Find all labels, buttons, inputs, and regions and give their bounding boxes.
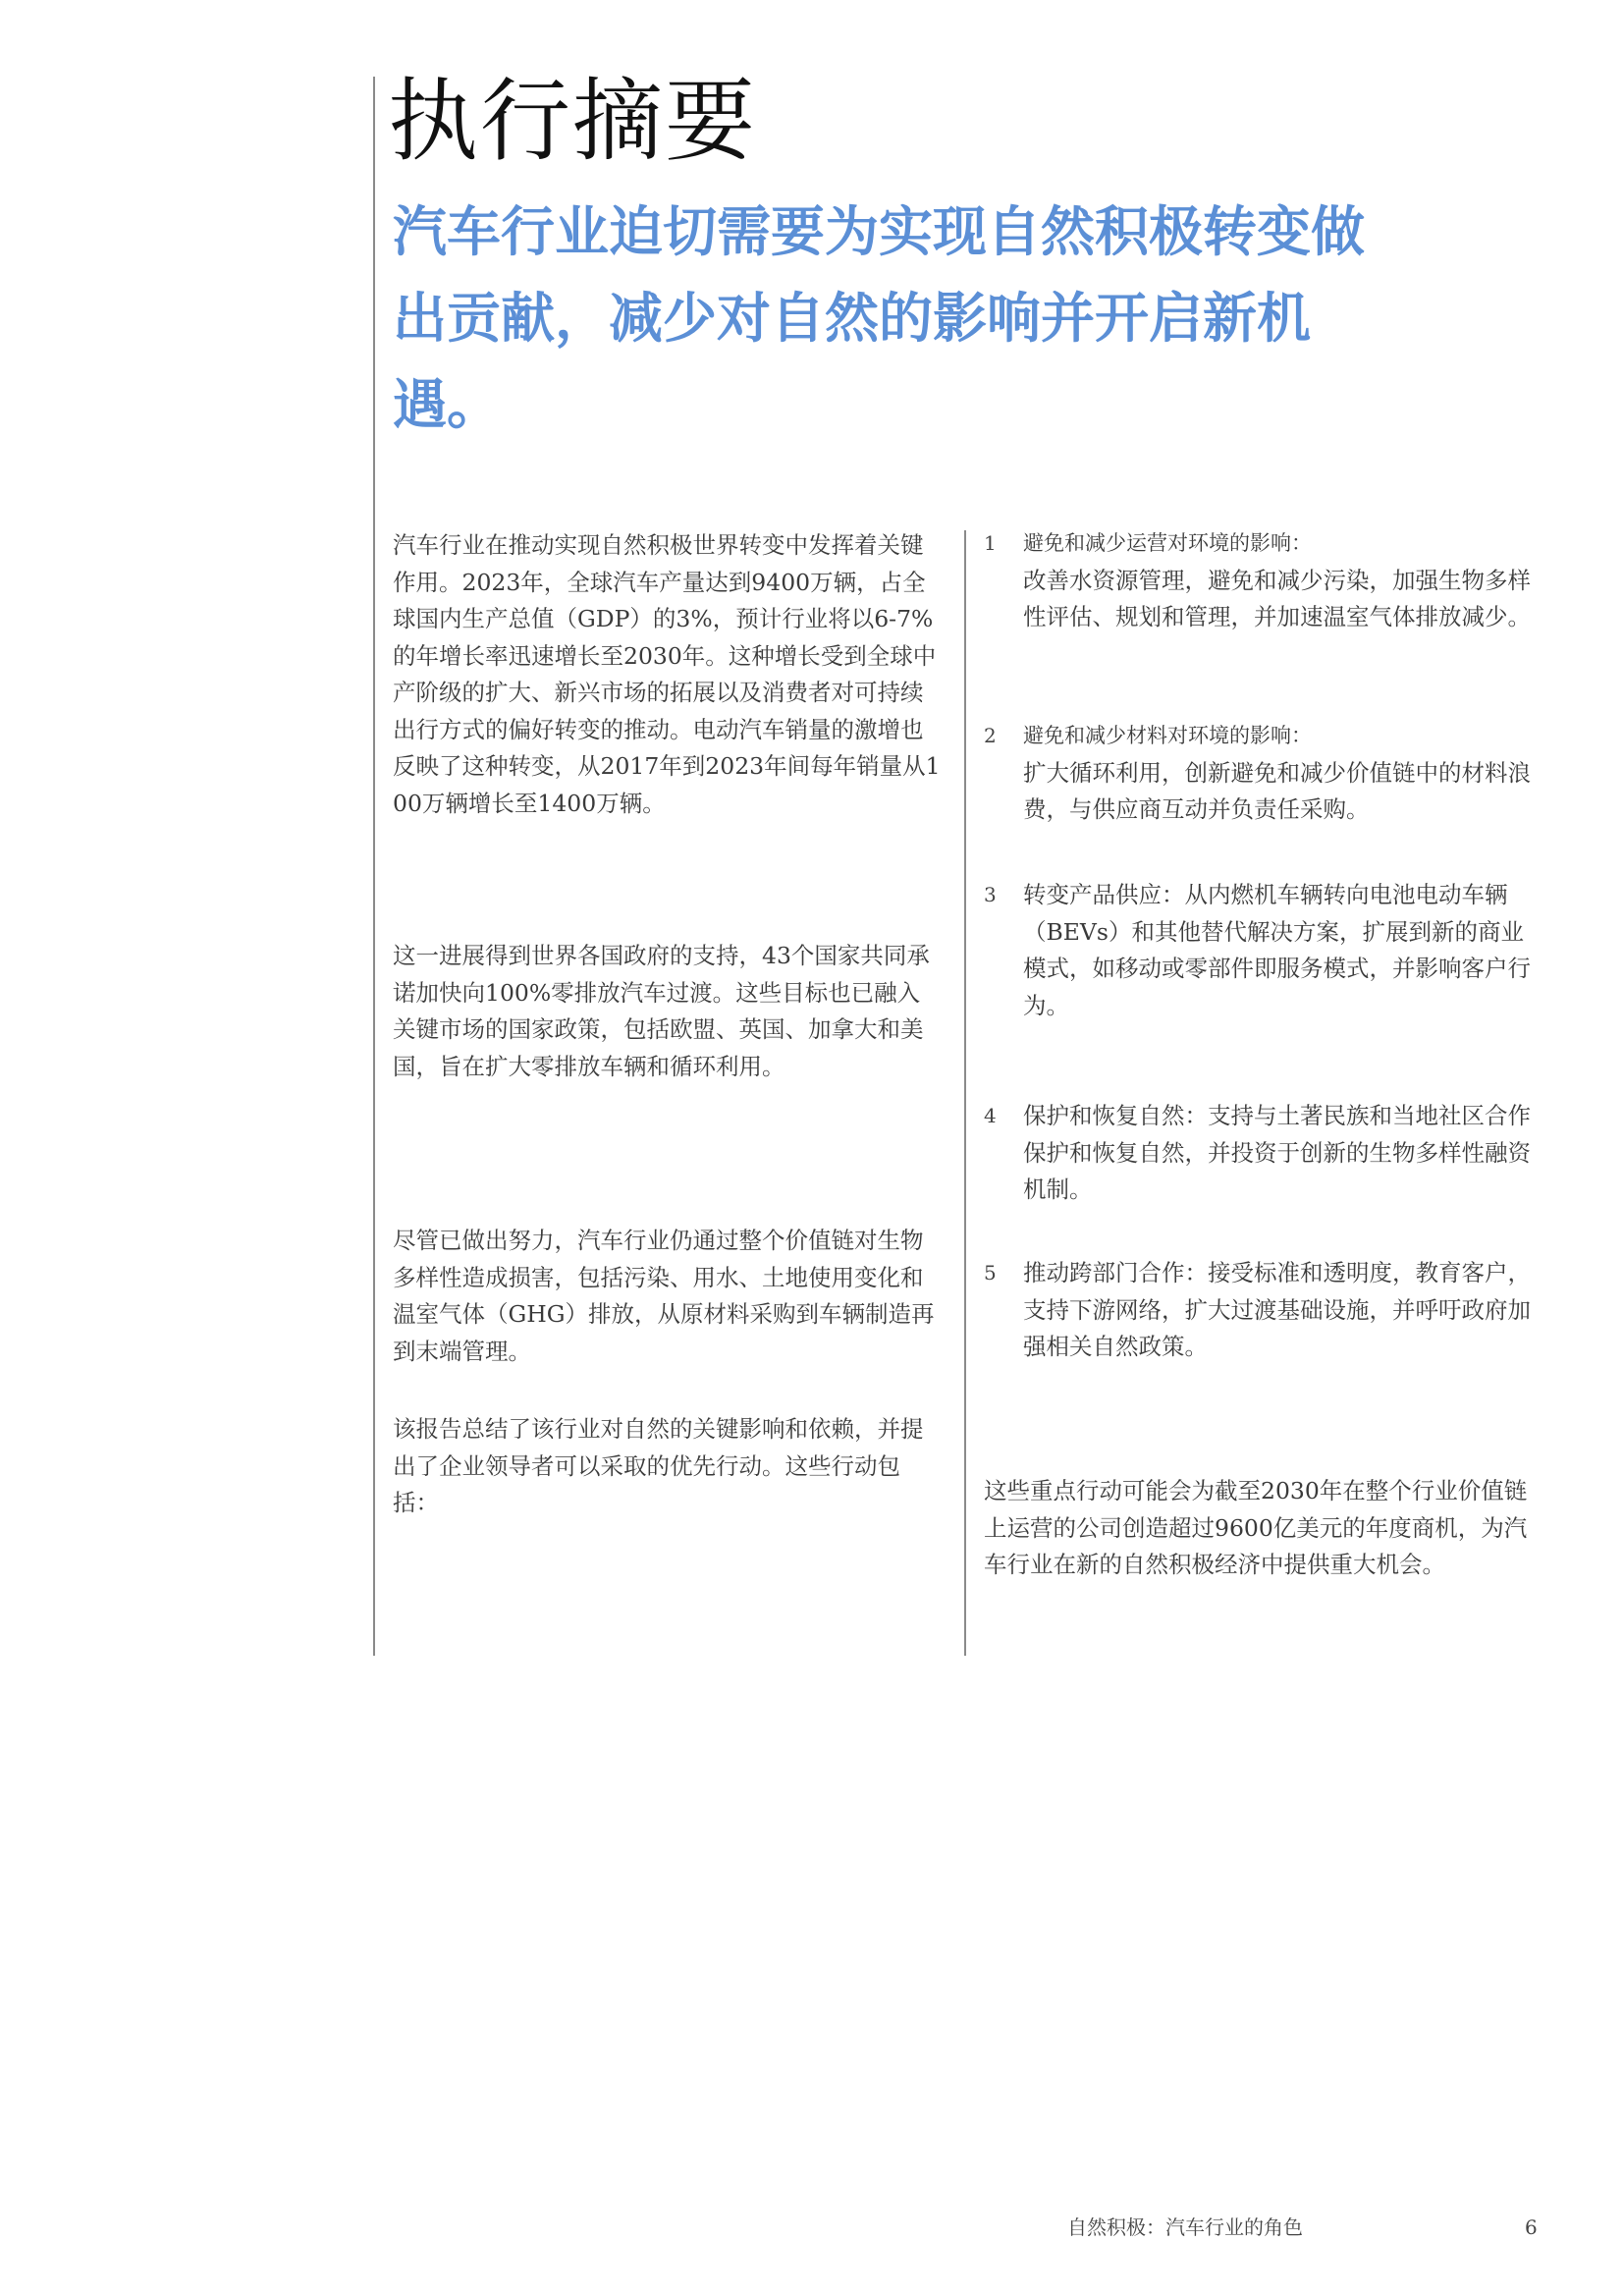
action-lead: 避免和减少材料对环境的影响： (1023, 724, 1312, 747)
priority-action-3 (984, 877, 1534, 1024)
action-number: 1 (984, 531, 997, 555)
action-number: 2 (984, 724, 997, 747)
left-vertical-rule (373, 77, 375, 1656)
action-number: 4 (984, 1104, 997, 1127)
action-description: 改善水资源管理，避免和减少污染，加强生物多样性评估、规划和管理，并加速温室气体排放减少。 (1023, 566, 1531, 630)
body-paragraph-industry-role: 汽车行业在推动实现自然积极世界转变中发挥着关键作用。2023年，全球汽车产量达到9400万辆，占全球国内生产总值（GDP）的3%，预计行业将以6-7%的年增长率迅速增长至2030年。这种增长受到全球中产阶级的扩大、新兴市场的拓展以及消费者对可持续出行方式的偏好转变的推动。电动汽车销量的激增也反映了这种转变，从2017年到2023年间每年销量从100万辆增长至1400万辆。 (393, 531, 941, 817)
priority-action-1 (984, 525, 1534, 636)
priority-action-2 (984, 718, 1534, 829)
center-vertical-rule (964, 530, 966, 1656)
page-number: 6 (1525, 2215, 1538, 2239)
action-description: 扩大循环利用，创新避免和减少价值链中的材料浪费，与供应商互动并负责任采购。 (1023, 758, 1531, 823)
priority-action-5 (984, 1255, 1534, 1366)
closing-paragraph: 这些重点行动可能会为截至2030年在整个行业价值链上运营的公司创造超过9600亿美元的年度商机，为汽车行业在新的自然积极经济中提供重大机会。 (984, 1477, 1528, 1578)
action-lead: 避免和减少运营对环境的影响： (1023, 531, 1312, 555)
body-paragraph-biodiversity-harm: 尽管已做出努力，汽车行业仍通过整个价值链对生物多样性造成损害，包括污染、用水、土地使用变化和温室气体（GHG）排放，从原材料采购到车辆制造再到末端管理。 (393, 1227, 935, 1365)
body-paragraph-government-support: 这一进展得到世界各国政府的支持，43个国家共同承诺加快向100%零排放汽车过渡。这些目标也已融入关键市场的国家政策，包括欧盟、英国、加拿大和美国，旨在扩大零排放车辆和循环利用。 (393, 942, 930, 1080)
footer-report-title: 自然积极：汽车行业的角色 (1067, 2215, 1303, 2239)
page-title: 执行摘要 (388, 69, 758, 174)
action-number: 3 (984, 883, 997, 906)
action-description: 转变产品供应：从内燃机车辆转向电池电动车辆（BEVs）和其他替代解决方案，扩展到新的商业模式，如移动或零部件即服务模式，并影响客户行为。 (1023, 881, 1531, 1019)
action-description: 推动跨部门合作：接受标准和透明度，教育客户，支持下游网络，扩大过渡基础设施，并呼吁政府加强相关自然政策。 (1023, 1259, 1531, 1360)
page-subtitle: 汽车行业迫切需要为实现自然积极转变做出贡献，减少对自然的影响并开启新机遇。 (393, 200, 1366, 436)
body-paragraph-report-summary: 该报告总结了该行业对自然的关键影响和依赖，并提出了企业领导者可以采取的优先行动。这些行动包括： (393, 1415, 924, 1516)
priority-action-4 (984, 1098, 1534, 1209)
action-description: 保护和恢复自然：支持与土著民族和当地社区合作保护和恢复自然，并投资于创新的生物多样性融资机制。 (1023, 1102, 1531, 1203)
action-number: 5 (984, 1261, 997, 1285)
